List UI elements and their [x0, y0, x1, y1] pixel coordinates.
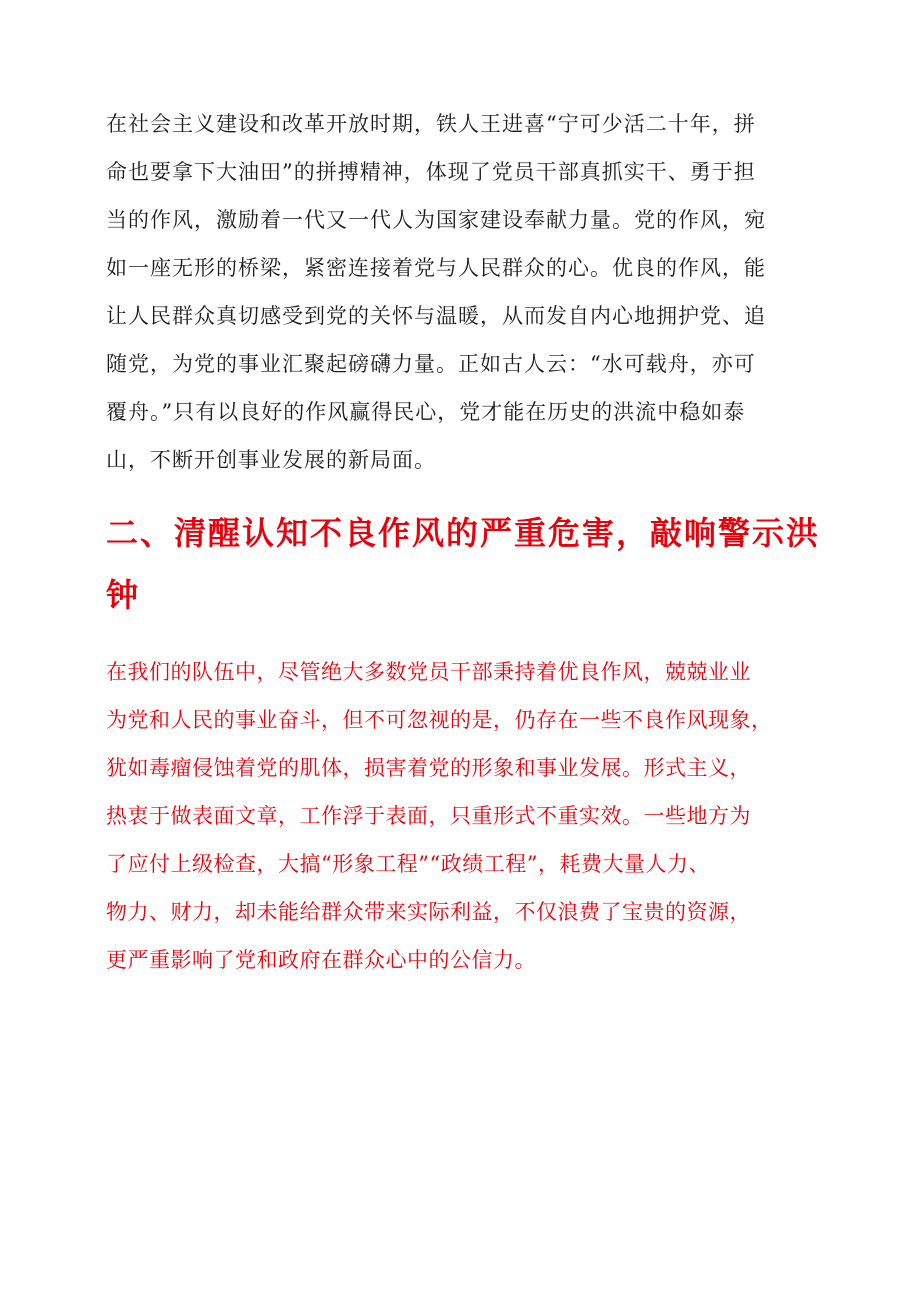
paragraph-line: 覆舟。”只有以良好的作风赢得民心，党才能在历史的洪流中稳如泰: [106, 400, 746, 424]
paragraph-line: 了应付上级检查，大搞“形象工程”“政绩工程”，耗费大量人力、: [106, 852, 710, 876]
paragraph-line: 在我们的队伍中，尽管绝大多数党员干部秉持着优良作风，兢兢业业: [106, 660, 751, 684]
paragraph-line: 热衷于做表面文章，工作浮于表面，只重形式不重实效。一些地方为: [106, 804, 751, 828]
paragraph-line: 山，不断开创事业发展的新局面。: [106, 448, 436, 472]
paragraph-line: 如一座无形的桥梁，紧密连接着党与人民群众的心。优良的作风，能: [106, 256, 766, 280]
paragraph-line: 命也要拿下大油田”的拼搏精神，体现了党员干部真抓实干、勇于担: [106, 160, 756, 184]
paragraph-line: 当的作风，激励着一代又一代人为国家建设奉献力量。党的作风，宛: [106, 208, 766, 232]
paragraph-line: 在社会主义建设和改革开放时期，铁人王进喜“宁可少活二十年，拼: [106, 112, 756, 136]
heading-line: 二、清醒认知不良作风的严重危害，敲响警示洪: [106, 514, 821, 552]
paragraph-work-style-bridge: [106, 100, 818, 484]
heading-line: 钟: [106, 576, 141, 614]
paragraph-line: 随党，为党的事业汇聚起磅礴力量。正如古人云：“水可载舟，亦可: [106, 352, 756, 376]
paragraph-line: 让人民群众真切感受到党的关怀与温暖，从而发自内心地拥护党、追: [106, 304, 766, 328]
paragraph-line: 犹如毒瘤侵蚀着党的肌体，损害着党的形象和事业发展。形式主义，: [106, 756, 751, 780]
paragraph-line: 更严重影响了党和政府在群众心中的公信力。: [106, 948, 536, 972]
paragraph-line: 物力、财力，却未能给群众带来实际利益，不仅浪费了宝贵的资源，: [106, 900, 751, 924]
paragraph-bad-work-style: [106, 648, 818, 984]
paragraph-line: 为党和人民的事业奋斗，但不可忽视的是，仍存在一些不良作风现象，: [106, 708, 773, 732]
section-heading-two: [106, 502, 821, 626]
